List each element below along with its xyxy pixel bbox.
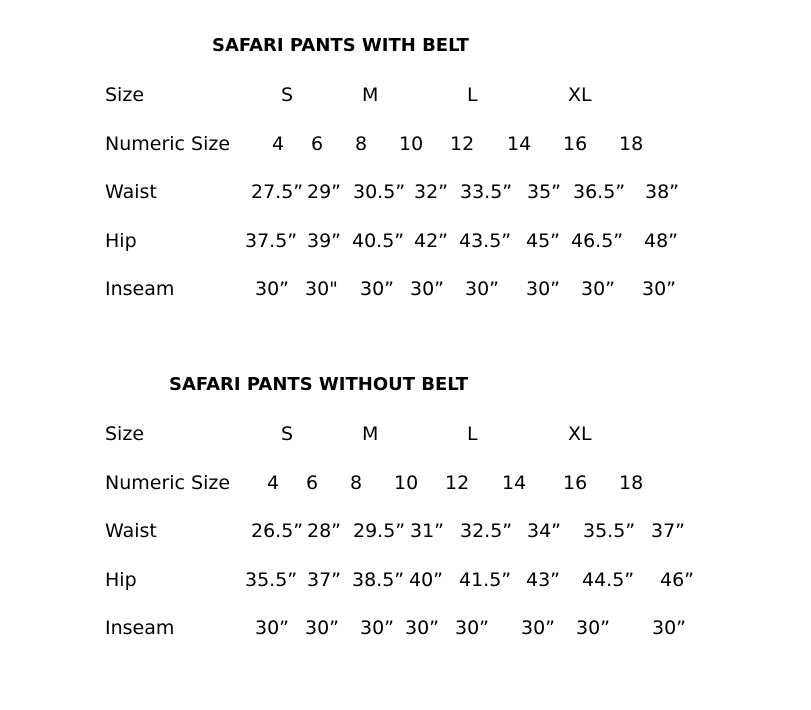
numeric-size-cell: 12: [450, 133, 475, 155]
size-cell: L: [467, 423, 478, 445]
row-label-inseam: Inseam: [105, 617, 175, 639]
waist-cell: 36.5”: [573, 181, 626, 203]
inseam-cell: 30”: [255, 617, 290, 639]
hip-cell: 45”: [526, 230, 561, 252]
numeric-size-cell: 14: [502, 472, 527, 494]
inseam-cell: 30”: [465, 278, 500, 300]
waist-cell: 30.5”: [353, 181, 406, 203]
size-cell: S: [281, 423, 294, 445]
numeric-size-cell: 10: [399, 133, 424, 155]
table-title: SAFARI PANTS WITHOUT BELT: [169, 374, 469, 395]
inseam-cell: 30": [305, 278, 338, 300]
waist-cell: 29”: [307, 181, 342, 203]
hip-cell: 43”: [526, 569, 561, 591]
numeric-size-cell: 6: [311, 133, 324, 155]
hip-cell: 46”: [660, 569, 695, 591]
numeric-size-cell: 18: [619, 133, 644, 155]
inseam-cell: 30”: [410, 278, 445, 300]
hip-cell: 37.5”: [245, 230, 298, 252]
size-cell: M: [362, 84, 379, 106]
numeric-size-cell: 14: [507, 133, 532, 155]
size-cell: XL: [568, 423, 592, 445]
waist-cell: 31”: [410, 520, 445, 542]
inseam-cell: 30”: [526, 278, 561, 300]
size-cell: M: [362, 423, 379, 445]
hip-cell: 38.5”: [352, 569, 405, 591]
waist-cell: 29.5”: [353, 520, 406, 542]
inseam-cell: 30”: [305, 617, 340, 639]
numeric-size-cell: 8: [350, 472, 363, 494]
waist-cell: 34”: [527, 520, 562, 542]
waist-cell: 38”: [645, 181, 680, 203]
numeric-size-cell: 16: [563, 472, 588, 494]
row-label-size: Size: [105, 84, 145, 106]
numeric-size-cell: 4: [267, 472, 280, 494]
inseam-cell: 30”: [581, 278, 616, 300]
table-title: SAFARI PANTS WITH BELT: [212, 35, 469, 56]
row-label-waist: Waist: [105, 520, 157, 542]
hip-cell: 35.5”: [245, 569, 298, 591]
waist-cell: 28”: [307, 520, 342, 542]
hip-cell: 37”: [307, 569, 342, 591]
hip-cell: 44.5”: [582, 569, 635, 591]
inseam-cell: 30”: [360, 617, 395, 639]
numeric-size-cell: 12: [445, 472, 470, 494]
size-cell: XL: [568, 84, 592, 106]
waist-cell: 32”: [414, 181, 449, 203]
waist-cell: 35.5”: [583, 520, 636, 542]
inseam-cell: 30”: [255, 278, 290, 300]
hip-cell: 40”: [409, 569, 444, 591]
row-label-numeric-size: Numeric Size: [105, 472, 231, 494]
inseam-cell: 30”: [642, 278, 677, 300]
waist-cell: 37”: [651, 520, 686, 542]
inseam-cell: 30”: [576, 617, 611, 639]
numeric-size-cell: 18: [619, 472, 644, 494]
waist-cell: 33.5”: [460, 181, 513, 203]
hip-cell: 46.5”: [571, 230, 624, 252]
row-label-numeric-size: Numeric Size: [105, 133, 231, 155]
inseam-cell: 30”: [455, 617, 490, 639]
inseam-cell: 30”: [652, 617, 687, 639]
hip-cell: 41.5”: [459, 569, 512, 591]
hip-cell: 48”: [644, 230, 679, 252]
numeric-size-cell: 8: [355, 133, 368, 155]
numeric-size-cell: 6: [306, 472, 319, 494]
inseam-cell: 30”: [405, 617, 440, 639]
row-label-waist: Waist: [105, 181, 157, 203]
hip-cell: 43.5”: [459, 230, 512, 252]
size-cell: L: [467, 84, 478, 106]
hip-cell: 40.5”: [352, 230, 405, 252]
row-label-hip: Hip: [105, 569, 137, 591]
waist-cell: 32.5”: [460, 520, 513, 542]
hip-cell: 39”: [307, 230, 342, 252]
numeric-size-cell: 16: [563, 133, 588, 155]
numeric-size-cell: 10: [394, 472, 419, 494]
size-cell: S: [281, 84, 294, 106]
waist-cell: 35”: [527, 181, 562, 203]
numeric-size-cell: 4: [272, 133, 285, 155]
inseam-cell: 30”: [360, 278, 395, 300]
waist-cell: 26.5”: [251, 520, 304, 542]
row-label-size: Size: [105, 423, 145, 445]
row-label-inseam: Inseam: [105, 278, 175, 300]
inseam-cell: 30”: [521, 617, 556, 639]
waist-cell: 27.5”: [251, 181, 304, 203]
row-label-hip: Hip: [105, 230, 137, 252]
hip-cell: 42”: [414, 230, 449, 252]
